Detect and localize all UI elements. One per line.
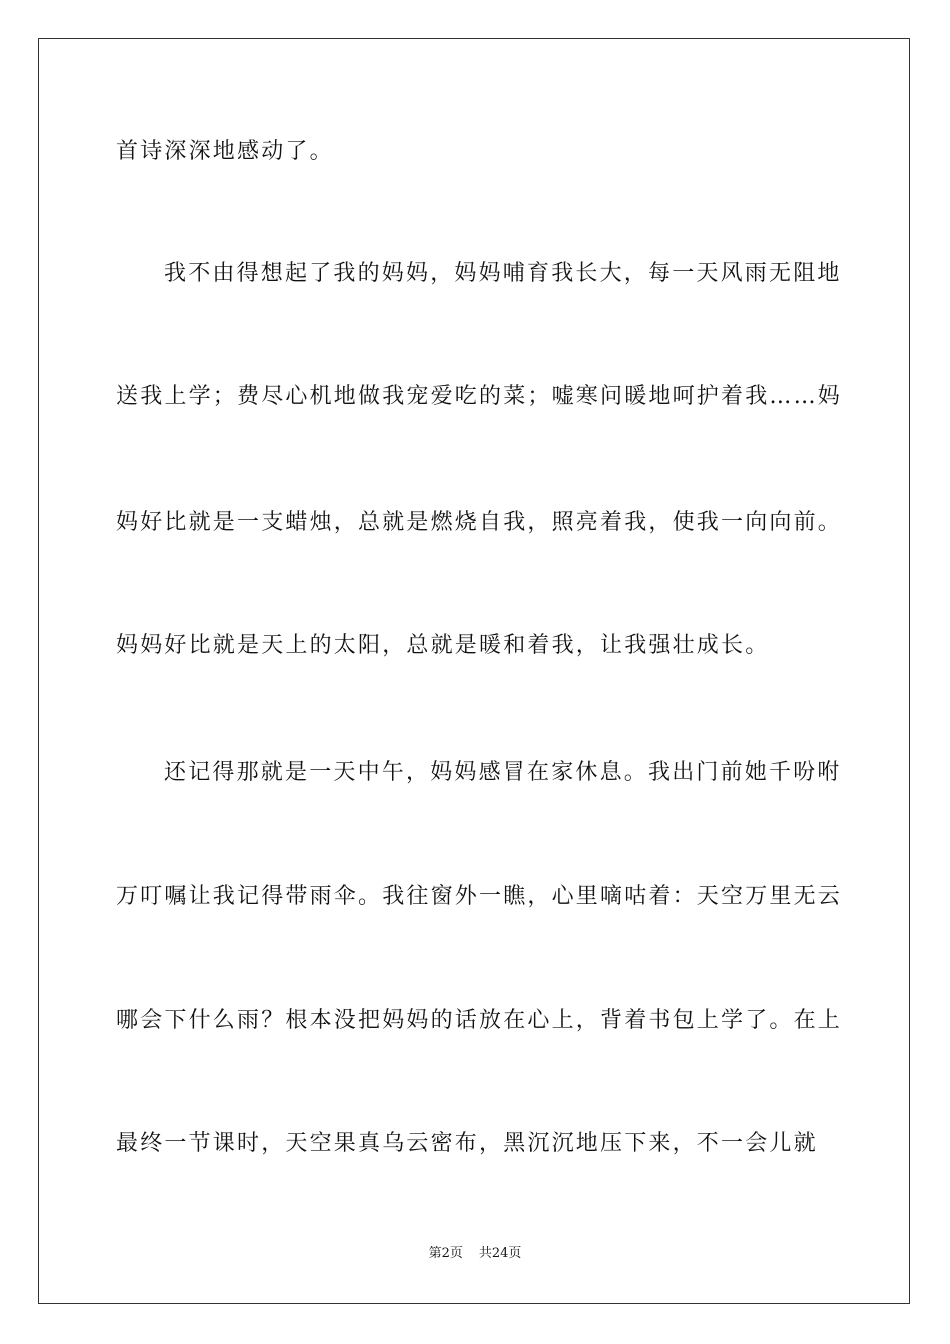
paragraph-start-line-2: 我不由得想起了我的妈妈，妈妈哺育我长大，每一天风雨无阻地 — [164, 261, 842, 286]
text-line-8: 哪会下什么雨？根本没把妈妈的话放在心上，背着书包上学了。在上 — [116, 1008, 843, 1033]
page-border — [38, 38, 910, 1304]
paragraph-start-line-6: 还记得那就是一天中午，妈妈感冒在家休息。我出门前她千吩咐 — [164, 760, 842, 785]
page-total: 共24页 — [478, 1246, 522, 1261]
text-line-9: 最终一节课时，天空果真乌云密布，黑沉沉地压下来，不一会儿就 — [116, 1131, 818, 1156]
text-line-4: 妈好比就是一支蜡烛，总就是燃烧自我，照亮着我，使我一向向前。 — [116, 510, 843, 535]
text-line-3: 送我上学；费尽心机地做我宠爱吃的菜；嘘寒问暖地呵护着我……妈 — [116, 384, 843, 409]
page-footer — [0, 1246, 950, 1262]
text-line-1: 首诗深深地感动了。 — [116, 139, 334, 164]
text-line-7: 万叮嘱让我记得带雨伞。我往窗外一瞧，心里嘀咕着：天空万里无云 — [116, 884, 843, 909]
text-line-5: 妈妈好比就是天上的太阳，总就是暖和着我，让我强壮成长。 — [116, 633, 770, 658]
page-number: 第2页 — [428, 1246, 463, 1261]
